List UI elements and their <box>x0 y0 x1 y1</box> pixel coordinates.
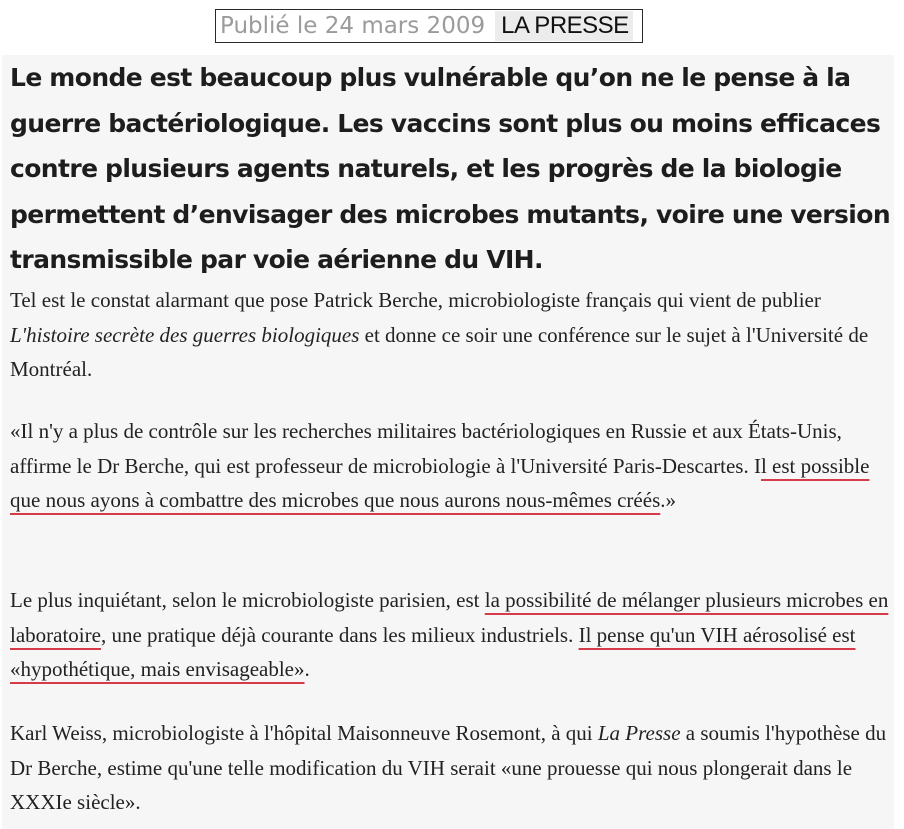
p2-text-b: .» <box>660 488 676 512</box>
p2-text-a: «Il n'y a plus de contrôle sur les recherches militaires bactériologiques en Russie et aux États-Unis, affirme le Dr Berche, qui est professeur de microbiologie à l'Université Paris-Descartes. I <box>10 419 842 478</box>
p3-text-c: . <box>304 657 310 681</box>
book-title: L'histoire secrète des guerres biologiques <box>10 322 360 347</box>
source-name: LA PRESSE <box>495 11 633 41</box>
p3-text-b: , une pratique déjà courante dans les milieux industriels. <box>100 622 579 647</box>
p1-text-b: et donne ce soir une conférence sur le sujet à l'Université de Montréal. <box>10 322 869 381</box>
newspaper-name: La Presse <box>597 721 681 745</box>
p4-text-a: Karl Weiss, microbiologiste à l'hôpital Maisonneuve Rosemont, à qui <box>10 721 598 745</box>
p3-highlight-1: la possibilité de mélanger plusieurs microbes en laboratoire <box>10 588 889 647</box>
paragraph-4 <box>10 716 896 820</box>
p1-text-a: Tel est le constat alarmant que pose Patrick Berche, microbiologiste français qui vient de publier <box>10 288 821 312</box>
p3-text-a: Le plus inquiétant, selon le microbiologiste parisien, est <box>10 588 485 612</box>
paragraph-1 <box>10 283 896 387</box>
publication-date: Publié le 24 mars 2009 <box>220 13 486 39</box>
paragraph-2 <box>10 414 896 518</box>
p4-text-b: a soumis l'hypothèse du Dr Berche, estime qu'une telle modification du VIH serait «une prouesse qui nous plongerait dans le XXXIe siècle». <box>10 721 887 814</box>
p2-highlight: l est possible que nous ayons à combattre des microbes que nous aurons nous-mêmes créés <box>10 453 870 512</box>
publication-header <box>215 9 643 43</box>
article-lede: Le monde est beaucoup plus vulnérable qu’on ne le pense à la guerre bactériologique. Les vaccins sont plus ou moins efficaces contre plusieurs agents naturels, et les progrès de la biologie permettent d’envisager des microbes mutants, voire une version transmissible par voie aérienne du VIH. <box>10 63 891 274</box>
p3-highlight-2: Il pense qu'un VIH aérosolisé est «hypothétique, mais envisageable» <box>10 622 856 681</box>
paragraph-3 <box>10 583 896 687</box>
